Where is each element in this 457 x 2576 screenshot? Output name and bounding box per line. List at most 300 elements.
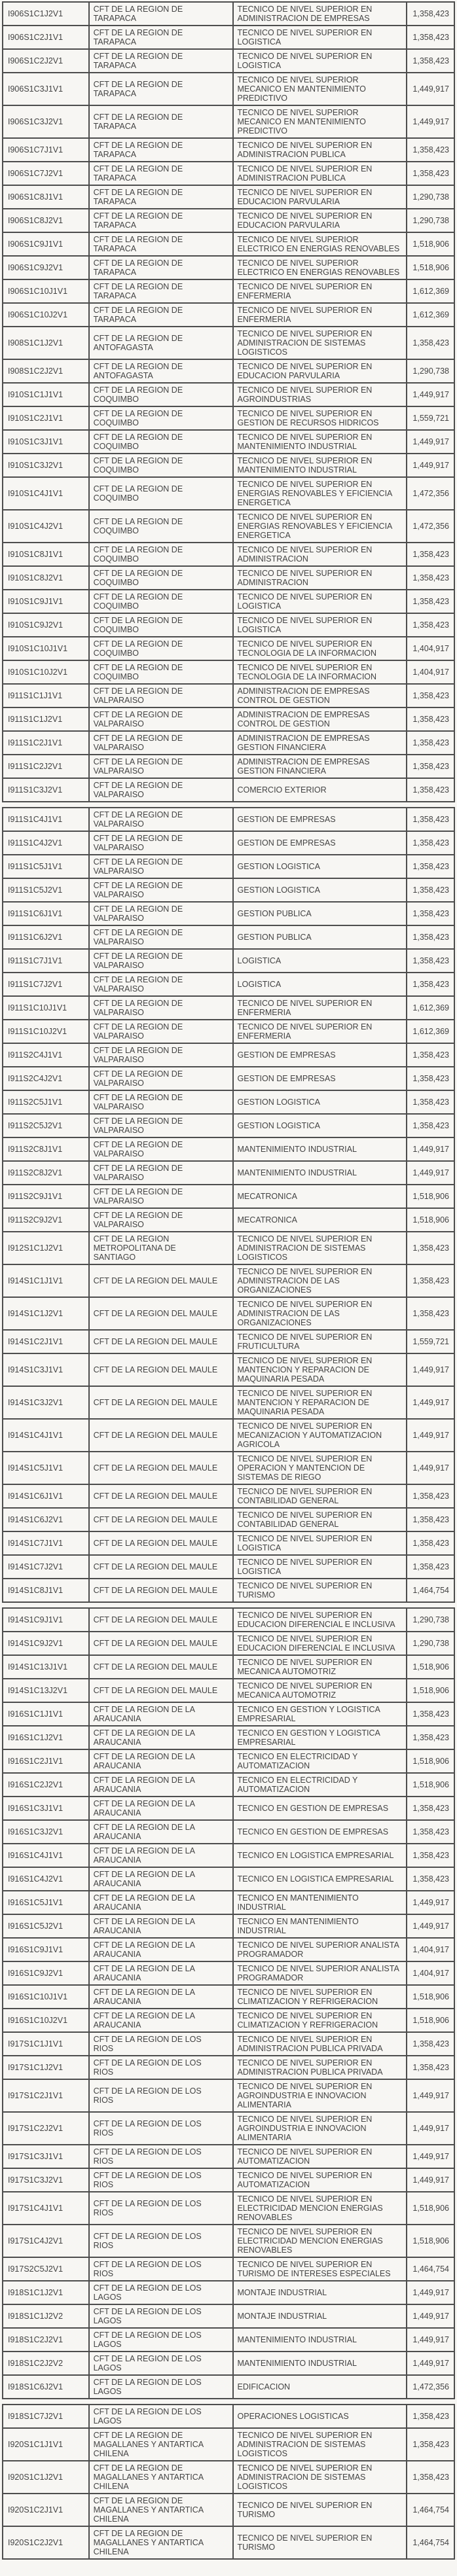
institution-cell: CFT DE LA REGION DE VALPARAISO	[89, 855, 233, 878]
program-code-cell: I916S1C10J2V1	[3, 2009, 89, 2032]
program-code-cell: I917S1C1J1V1	[3, 2032, 89, 2056]
table-row	[3, 1820, 454, 1844]
institution-cell: CFT DE LA REGION DE LOS LAGOS	[89, 2304, 233, 2328]
tariff-amount-cell: 1,358,423	[407, 49, 454, 73]
institution-cell: CFT DE LA REGION DE LOS RIOS	[89, 2112, 233, 2145]
program-name-cell: TECNICO DE NIVEL SUPERIOR EN LOGISTICA	[233, 590, 407, 613]
program-name-cell: TECNICO DE NIVEL SUPERIOR EN MANTENIMIENTO INDUSTRIAL	[233, 454, 407, 477]
program-name-cell: EDIFICACION	[233, 2375, 407, 2399]
table-row	[3, 1508, 454, 1531]
table-row	[3, 2112, 454, 2145]
table-row	[3, 949, 454, 973]
tariff-amount-cell: 1,449,917	[407, 2145, 454, 2168]
institution-cell: CFT DE LA REGION DEL MAULE	[89, 1655, 233, 1679]
tariff-amount-cell: 1,612,369	[407, 279, 454, 303]
table-row	[3, 1043, 454, 1067]
program-name-cell: TECNICO DE NIVEL SUPERIOR EN CLIMATIZACION Y REFRIGERACION	[233, 1985, 407, 2009]
institution-cell: CFT DE LA REGION DE LA ARAUCANIA	[89, 1867, 233, 1891]
institution-cell: CFT DE LA REGION DE LA ARAUCANIA	[89, 1726, 233, 1749]
institution-cell: CFT DE LA REGION DE COQUIMBO	[89, 566, 233, 590]
table-row	[3, 684, 454, 707]
program-code-cell: I920S1C1J2V1	[3, 2461, 89, 2494]
tariff-amount-cell: 1,612,369	[407, 1020, 454, 1043]
program-name-cell: MANTENIMIENTO INDUSTRIAL	[233, 1137, 407, 1161]
tariff-amount-cell: 1,449,917	[407, 1161, 454, 1185]
program-name-cell: TECNICO DE NIVEL SUPERIOR EN ADMINISTRACION DE EMPRESAS	[233, 2, 407, 26]
program-name-cell: TECNICO DE NIVEL SUPERIOR EN TECNOLOGIA DE LA INFORMACION	[233, 637, 407, 660]
program-name-cell: TECNICO DE NIVEL SUPERIOR EN CLIMATIZACION Y REFRIGERACION	[233, 2009, 407, 2032]
table-row	[3, 855, 454, 878]
program-code-cell: I911S2C9J2V1	[3, 1208, 89, 1232]
program-name-cell: MANTENIMIENTO INDUSTRIAL	[233, 2328, 407, 2352]
tariff-amount-cell: 1,518,906	[407, 2009, 454, 2032]
tariff-amount-cell: 1,464,754	[407, 2257, 454, 2281]
tariff-table-page-section-3	[2, 1607, 455, 2399]
program-code-cell: I910S1C9J2V1	[3, 613, 89, 637]
program-code-cell: I911S1C7J1V1	[3, 949, 89, 973]
table-row	[3, 73, 454, 105]
tariff-amount-cell: 1,358,423	[407, 613, 454, 637]
tariff-amount-cell: 1,358,423	[407, 26, 454, 49]
program-code-cell: I911S1C3J2V1	[3, 778, 89, 802]
institution-cell: CFT DE LA REGION DE TARAPACA	[89, 303, 233, 327]
table-row	[3, 1555, 454, 1579]
tariff-amount-cell: 1,290,738	[407, 1608, 454, 1632]
program-name-cell: TECNICO DE NIVEL SUPERIOR EN LOGISTICA	[233, 613, 407, 637]
tariff-amount-cell: 1,518,906	[407, 256, 454, 279]
program-code-cell: I911S1C10J2V1	[3, 1020, 89, 1043]
program-name-cell: GESTION LOGISTICA	[233, 1090, 407, 1114]
program-code-cell: I918S1C1J2V2	[3, 2304, 89, 2328]
institution-cell: CFT DE LA REGION DEL MAULE	[89, 1484, 233, 1508]
institution-cell: CFT DE LA REGION DE COQUIMBO	[89, 590, 233, 613]
institution-cell: CFT DE LA REGION DE LOS RIOS	[89, 2225, 233, 2257]
institution-cell: CFT DE LA REGION DE TARAPACA	[89, 73, 233, 105]
table-row	[3, 2056, 454, 2079]
program-name-cell: TECNICO DE NIVEL SUPERIOR EN MECANICA AUTOMOTRIZ	[233, 1679, 407, 1702]
table-row	[3, 2145, 454, 2168]
table-row	[3, 973, 454, 996]
program-name-cell: MANTENIMIENTO INDUSTRIAL	[233, 2352, 407, 2375]
tariff-amount-cell: 1,518,906	[407, 1749, 454, 1773]
program-code-cell: I906S1C10J1V1	[3, 279, 89, 303]
institution-cell: CFT DE LA REGION DE LA ARAUCANIA	[89, 1985, 233, 2009]
institution-cell: CFT DE LA REGION DEL MAULE	[89, 1419, 233, 1452]
program-code-cell: I906S1C10J2V1	[3, 303, 89, 327]
program-name-cell: TECNICO DE NIVEL SUPERIOR EN TURISMO	[233, 1579, 407, 1602]
institution-cell: CFT DE LA REGION DE MAGALLANES Y ANTARTICA CHILENA	[89, 2461, 233, 2494]
institution-cell: CFT DE LA REGION DE VALPARAISO	[89, 1090, 233, 1114]
program-code-cell: I912S1C1J2V1	[3, 1232, 89, 1264]
program-code-cell: I917S1C1J2V1	[3, 2056, 89, 2079]
table-row	[3, 1020, 454, 1043]
tariff-amount-cell: 1,358,423	[407, 1297, 454, 1330]
tariff-amount-cell: 1,518,906	[407, 1185, 454, 1208]
table-row	[3, 808, 454, 831]
tariff-amount-cell: 1,449,917	[407, 454, 454, 477]
tariff-amount-cell: 1,358,423	[407, 1232, 454, 1264]
institution-cell: CFT DE LA REGION DE VALPARAISO	[89, 1043, 233, 1067]
program-code-cell: I916S1C1J2V1	[3, 1726, 89, 1749]
institution-cell: CFT DE LA REGION DEL MAULE	[89, 1386, 233, 1419]
table-row	[3, 454, 454, 477]
institution-cell: CFT DE LA REGION DE TARAPACA	[89, 162, 233, 185]
tariff-amount-cell: 1,358,423	[407, 1484, 454, 1508]
table-row	[3, 2375, 454, 2399]
program-code-cell: I910S1C3J1V1	[3, 430, 89, 454]
program-code-cell: I916S1C3J1V1	[3, 1797, 89, 1820]
program-code-cell: I910S1C10J2V1	[3, 660, 89, 684]
program-code-cell: I911S1C10J1V1	[3, 996, 89, 1020]
institution-cell: CFT DE LA REGION DEL MAULE	[89, 1264, 233, 1297]
program-code-cell: I917S1C2J2V1	[3, 2112, 89, 2145]
table-row	[3, 1749, 454, 1773]
program-name-cell: LOGISTICA	[233, 949, 407, 973]
table-row	[3, 1232, 454, 1264]
program-code-cell: I911S1C6J1V1	[3, 902, 89, 925]
institution-cell: CFT DE LA REGION DE TARAPACA	[89, 232, 233, 256]
institution-cell: CFT DE LA REGION DE COQUIMBO	[89, 660, 233, 684]
tariff-amount-cell: 1,449,917	[407, 105, 454, 138]
program-name-cell: TECNICO DE NIVEL SUPERIOR EN MANTENCION Y REPARACION DE MAQUINARIA PESADA	[233, 1386, 407, 1419]
tariff-amount-cell: 1,358,423	[407, 1797, 454, 1820]
program-code-cell: I914S1C8J1V1	[3, 1579, 89, 1602]
table-row	[3, 660, 454, 684]
institution-cell: CFT DE LA REGION DE MAGALLANES Y ANTARTICA CHILENA	[89, 2428, 233, 2461]
institution-cell: CFT DE LA REGION DE LA ARAUCANIA	[89, 1961, 233, 1985]
tariff-amount-cell: 1,358,423	[407, 855, 454, 878]
program-name-cell: TECNICO DE NIVEL SUPERIOR EN GESTION DE RECURSOS HIDRICOS	[233, 406, 407, 430]
table-row	[3, 2328, 454, 2352]
table-row	[3, 590, 454, 613]
tariff-amount-cell: 1,358,423	[407, 731, 454, 755]
program-code-cell: I911S1C5J2V1	[3, 878, 89, 902]
table-row	[3, 2461, 454, 2494]
program-name-cell: TECNICO DE NIVEL SUPERIOR EN ADMINISTRACION DE SISTEMAS LOGISTICOS	[233, 1232, 407, 1264]
institution-cell: CFT DE LA REGION DE LOS RIOS	[89, 2192, 233, 2225]
tariff-amount-cell: 1,449,917	[407, 73, 454, 105]
program-name-cell: TECNICO DE NIVEL SUPERIOR EN LOGISTICA	[233, 1531, 407, 1555]
table-row	[3, 637, 454, 660]
program-code-cell: I917S1C4J2V1	[3, 2225, 89, 2257]
program-code-cell: I911S1C6J2V1	[3, 925, 89, 949]
institution-cell: CFT DE LA REGION DE COQUIMBO	[89, 477, 233, 510]
tariff-amount-cell: 1,290,738	[407, 359, 454, 383]
institution-cell: CFT DE LA REGION DE COQUIMBO	[89, 454, 233, 477]
program-name-cell: TECNICO DE NIVEL SUPERIOR EN FRUTICULTURA	[233, 1330, 407, 1353]
tariff-amount-cell: 1,404,917	[407, 637, 454, 660]
institution-cell: CFT DE LA REGION DEL MAULE	[89, 1531, 233, 1555]
program-name-cell: TECNICO EN LOGISTICA EMPRESARIAL	[233, 1867, 407, 1891]
program-name-cell: TECNICO DE NIVEL SUPERIOR EN CONTABILIDAD GENERAL	[233, 1484, 407, 1508]
table-row	[3, 256, 454, 279]
tariff-amount-cell: 1,449,917	[407, 2304, 454, 2328]
program-name-cell: TECNICO DE NIVEL SUPERIOR EN AUTOMATIZACION	[233, 2145, 407, 2168]
program-code-cell: I910S1C8J2V1	[3, 566, 89, 590]
tariff-amount-cell: 1,449,917	[407, 2352, 454, 2375]
program-code-cell: I920S1C2J1V1	[3, 2494, 89, 2526]
table-row	[3, 2, 454, 26]
table-row	[3, 1773, 454, 1797]
program-code-cell: I911S2C4J1V1	[3, 1043, 89, 1067]
program-name-cell: TECNICO DE NIVEL SUPERIOR EN ELECTRICIDAD MENCION ENERGIAS RENOVABLES	[233, 2225, 407, 2257]
table-row	[3, 707, 454, 731]
table-row	[3, 2526, 454, 2559]
program-code-cell: I914S1C3J2V1	[3, 1386, 89, 1419]
tariff-amount-cell: 1,358,423	[407, 1844, 454, 1867]
table-row	[3, 1484, 454, 1508]
program-code-cell: I914S1C2J1V1	[3, 1330, 89, 1353]
table-row	[3, 406, 454, 430]
program-code-cell: I908S1C1J2V1	[3, 327, 89, 359]
institution-cell: CFT DE LA REGION DE LOS LAGOS	[89, 2328, 233, 2352]
institution-cell: CFT DE LA REGION DE LA ARAUCANIA	[89, 1820, 233, 1844]
program-name-cell: TECNICO DE NIVEL SUPERIOR EN EDUCACION DIFERENCIAL E INCLUSIVA	[233, 1632, 407, 1655]
table-row	[3, 1090, 454, 1114]
table-row	[3, 1914, 454, 1938]
program-name-cell: TECNICO DE NIVEL SUPERIOR EN ADMINISTRACION DE SISTEMAS LOGISTICOS	[233, 2428, 407, 2461]
program-name-cell: MONTAJE INDUSTRIAL	[233, 2304, 407, 2328]
table-row	[3, 731, 454, 755]
program-code-cell: I914S1C13J1V1	[3, 1655, 89, 1679]
institution-cell: CFT DE LA REGION DE TARAPACA	[89, 49, 233, 73]
table-row	[3, 1114, 454, 1137]
program-code-cell: I910S1C1J1V1	[3, 383, 89, 406]
program-code-cell: I916S1C5J2V1	[3, 1914, 89, 1938]
table-row	[3, 1702, 454, 1726]
tariff-amount-cell: 1,358,423	[407, 2428, 454, 2461]
program-code-cell: I914S1C4J1V1	[3, 1419, 89, 1452]
table-row	[3, 2079, 454, 2112]
tariff-amount-cell: 1,449,917	[407, 2168, 454, 2192]
program-name-cell: TECNICO DE NIVEL SUPERIOR EN ENFERMERIA	[233, 1020, 407, 1043]
program-name-cell: TECNICO DE NIVEL SUPERIOR EN ELECTRICIDAD MENCION ENERGIAS RENOVABLES	[233, 2192, 407, 2225]
program-code-cell: I916S1C3J2V1	[3, 1820, 89, 1844]
table-row	[3, 279, 454, 303]
program-code-cell: I906S1C1J2V1	[3, 2, 89, 26]
program-name-cell: TECNICO DE NIVEL SUPERIOR ANALISTA PROGRAMADOR	[233, 1938, 407, 1961]
tariff-amount-cell: 1,358,423	[407, 1264, 454, 1297]
program-name-cell: GESTION LOGISTICA	[233, 855, 407, 878]
tariff-amount-cell: 1,449,917	[407, 383, 454, 406]
program-name-cell: TECNICO EN GESTION Y LOGISTICA EMPRESARIAL	[233, 1702, 407, 1726]
tariff-amount-cell: 1,518,906	[407, 232, 454, 256]
tariff-amount-cell: 1,358,423	[407, 684, 454, 707]
tariff-amount-cell: 1,358,423	[407, 2, 454, 26]
tariff-amount-cell: 1,358,423	[407, 2056, 454, 2079]
institution-cell: CFT DE LA REGION DE VALPARAISO	[89, 1020, 233, 1043]
institution-cell: CFT DE LA REGION DE VALPARAISO	[89, 731, 233, 755]
program-code-cell: I918S1C2J2V1	[3, 2328, 89, 2352]
institution-cell: CFT DE LA REGION DE COQUIMBO	[89, 510, 233, 543]
program-code-cell: I914S1C1J2V1	[3, 1297, 89, 1330]
table-row	[3, 1726, 454, 1749]
program-name-cell: LOGISTICA	[233, 973, 407, 996]
table-row	[3, 2225, 454, 2257]
tariff-amount-cell: 1,464,754	[407, 2526, 454, 2559]
institution-cell: CFT DE LA REGION DEL MAULE	[89, 1452, 233, 1484]
institution-cell: CFT DE LA REGION DE VALPARAISO	[89, 831, 233, 855]
tariff-amount-cell: 1,612,369	[407, 996, 454, 1020]
tariff-amount-cell: 1,449,917	[407, 2328, 454, 2352]
table-row	[3, 1632, 454, 1655]
institution-cell: CFT DE LA REGION DE VALPARAISO	[89, 1137, 233, 1161]
institution-cell: CFT DE LA REGION DE VALPARAISO	[89, 996, 233, 1020]
table-row	[3, 755, 454, 778]
program-code-cell: I914S1C9J2V1	[3, 1632, 89, 1655]
program-name-cell: TECNICO EN GESTION Y LOGISTICA EMPRESARIAL	[233, 1726, 407, 1749]
table-row	[3, 2352, 454, 2375]
tariff-amount-cell: 1,449,917	[407, 1891, 454, 1914]
program-name-cell: TECNICO DE NIVEL SUPERIOR EN ADMINISTRACION DE LAS ORGANIZACIONES	[233, 1264, 407, 1297]
program-code-cell: I910S1C2J1V1	[3, 406, 89, 430]
tariff-amount-cell: 1,358,423	[407, 566, 454, 590]
institution-cell: CFT DE LA REGION DE VALPARAISO	[89, 1067, 233, 1090]
institution-cell: CFT DE LA REGION DE COQUIMBO	[89, 613, 233, 637]
institution-cell: CFT DE LA REGION DE LA ARAUCANIA	[89, 1938, 233, 1961]
table-row	[3, 1386, 454, 1419]
institution-cell: CFT DE LA REGION DE VALPARAISO	[89, 1185, 233, 1208]
tariff-amount-cell: 1,290,738	[407, 1632, 454, 1655]
institution-cell: CFT DE LA REGION DE VALPARAISO	[89, 684, 233, 707]
institution-cell: CFT DE LA REGION DE LA ARAUCANIA	[89, 1891, 233, 1914]
tariff-amount-cell: 1,518,906	[407, 1208, 454, 1232]
program-name-cell: MECATRONICA	[233, 1208, 407, 1232]
institution-cell: CFT DE LA REGION DEL MAULE	[89, 1353, 233, 1386]
table-row	[3, 1353, 454, 1386]
institution-cell: CFT DE LA REGION DE TARAPACA	[89, 185, 233, 209]
program-name-cell: GESTION PUBLICA	[233, 902, 407, 925]
institution-cell: CFT DE LA REGION DE LOS RIOS	[89, 2168, 233, 2192]
table-row	[3, 105, 454, 138]
institution-cell: CFT DE LA REGION DE COQUIMBO	[89, 430, 233, 454]
program-code-cell: I916S1C4J2V1	[3, 1867, 89, 1891]
program-name-cell: TECNICO DE NIVEL SUPERIOR EN LOGISTICA	[233, 26, 407, 49]
institution-cell: CFT DE LA REGION DEL MAULE	[89, 1508, 233, 1531]
table-row	[3, 1579, 454, 1602]
program-code-cell: I911S2C8J1V1	[3, 1137, 89, 1161]
table-row	[3, 359, 454, 383]
program-name-cell: OPERACIONES LOGISTICAS	[233, 2405, 407, 2428]
program-name-cell: TECNICO DE NIVEL SUPERIOR ELECTRICO EN ENERGIAS RENOVABLES	[233, 256, 407, 279]
tariff-amount-cell: 1,358,423	[407, 2032, 454, 2056]
program-name-cell: TECNICO DE NIVEL SUPERIOR EN LOGISTICA	[233, 1555, 407, 1579]
tariff-amount-cell: 1,358,423	[407, 543, 454, 566]
institution-cell: CFT DE LA REGION DE MAGALLANES Y ANTARTICA CHILENA	[89, 2494, 233, 2526]
program-code-cell: I906S1C3J1V1	[3, 73, 89, 105]
institution-cell: CFT DE LA REGION DEL MAULE	[89, 1555, 233, 1579]
program-code-cell: I910S1C4J1V1	[3, 477, 89, 510]
program-name-cell: TECNICO DE NIVEL SUPERIOR EN AGROINDUSTRIA E INNOVACION ALIMENTARIA	[233, 2079, 407, 2112]
program-name-cell: TECNICO DE NIVEL SUPERIOR EN MANTENIMIENTO INDUSTRIAL	[233, 430, 407, 454]
table-row	[3, 138, 454, 162]
institution-cell: CFT DE LA REGION DE LOS RIOS	[89, 2257, 233, 2281]
program-code-cell: I906S1C2J2V1	[3, 49, 89, 73]
tariff-amount-cell: 1,518,906	[407, 1679, 454, 1702]
program-code-cell: I911S1C1J2V1	[3, 707, 89, 731]
tariff-amount-cell: 1,472,356	[407, 510, 454, 543]
program-code-cell: I916S1C2J2V1	[3, 1773, 89, 1797]
table-row	[3, 232, 454, 256]
tariff-amount-cell: 1,358,423	[407, 755, 454, 778]
tariff-amount-cell: 1,358,423	[407, 162, 454, 185]
program-name-cell: TECNICO DE NIVEL SUPERIOR MECANICO EN MANTENIMIENTO PREDICTIVO	[233, 73, 407, 105]
tariff-amount-cell: 1,449,917	[407, 1353, 454, 1386]
tariff-table-page-section-2	[2, 807, 455, 1603]
table-row	[3, 1419, 454, 1452]
program-name-cell: TECNICO DE NIVEL SUPERIOR EN ADMINISTRACION DE SISTEMAS LOGISTICOS	[233, 2461, 407, 2494]
tariff-amount-cell: 1,559,721	[407, 406, 454, 430]
program-name-cell: TECNICO EN ELECTRICIDAD Y AUTOMATIZACION	[233, 1749, 407, 1773]
table-row	[3, 2405, 454, 2428]
program-code-cell: I916S1C1J1V1	[3, 1702, 89, 1726]
tariff-amount-cell: 1,449,917	[407, 1419, 454, 1452]
program-name-cell: TECNICO DE NIVEL SUPERIOR EN EDUCACION PARVULARIA	[233, 185, 407, 209]
program-name-cell: TECNICO DE NIVEL SUPERIOR EN ADMINISTRACION PUBLICA PRIVADA	[233, 2032, 407, 2056]
program-name-cell: TECNICO DE NIVEL SUPERIOR EN ENFERMERIA	[233, 996, 407, 1020]
table-row	[3, 49, 454, 73]
institution-cell: CFT DE LA REGION DE VALPARAISO	[89, 878, 233, 902]
table-row	[3, 162, 454, 185]
program-name-cell: GESTION LOGISTICA	[233, 878, 407, 902]
table-row	[3, 925, 454, 949]
program-code-cell: I906S1C9J2V1	[3, 256, 89, 279]
table-row	[3, 2192, 454, 2225]
program-code-cell: I910S1C10J1V1	[3, 637, 89, 660]
table-row	[3, 1264, 454, 1297]
table-row	[3, 1330, 454, 1353]
institution-cell: CFT DE LA REGION DE VALPARAISO	[89, 902, 233, 925]
institution-cell: CFT DE LA REGION DE TARAPACA	[89, 105, 233, 138]
program-name-cell: TECNICO DE NIVEL SUPERIOR EN ENERGIAS RENOVABLES Y EFICIENCIA ENERGETICA	[233, 477, 407, 510]
table-row	[3, 1938, 454, 1961]
table-row	[3, 2009, 454, 2032]
program-code-cell: I914S1C1J1V1	[3, 1264, 89, 1297]
institution-cell: CFT DE LA REGION DE LOS LAGOS	[89, 2405, 233, 2428]
program-name-cell: TECNICO DE NIVEL SUPERIOR EN ENFERMERIA	[233, 279, 407, 303]
tariff-amount-cell: 1,358,423	[407, 778, 454, 802]
program-code-cell: I917S1C4J1V1	[3, 2192, 89, 2225]
tariff-amount-cell: 1,358,423	[407, 1867, 454, 1891]
program-name-cell: GESTION PUBLICA	[233, 925, 407, 949]
tariff-amount-cell: 1,472,356	[407, 2375, 454, 2399]
tariff-amount-cell: 1,290,738	[407, 185, 454, 209]
program-name-cell: TECNICO DE NIVEL SUPERIOR EN TURISMO DE INTERESES ESPECIALES	[233, 2257, 407, 2281]
tariff-amount-cell: 1,518,906	[407, 1985, 454, 2009]
program-code-cell: I920S1C2J2V1	[3, 2526, 89, 2559]
tariff-amount-cell: 1,449,917	[407, 2079, 454, 2112]
program-code-cell: I914S1C13J2V1	[3, 1679, 89, 1702]
institution-cell: CFT DE LA REGION DE COQUIMBO	[89, 637, 233, 660]
program-code-cell: I911S2C8J2V1	[3, 1161, 89, 1185]
table-row	[3, 477, 454, 510]
program-code-cell: I916S1C5J1V1	[3, 1891, 89, 1914]
institution-cell: CFT DE LA REGION DE VALPARAISO	[89, 778, 233, 802]
program-name-cell: TECNICO DE NIVEL SUPERIOR EN MECANIZACION Y AUTOMATIZACION AGRICOLA	[233, 1419, 407, 1452]
program-code-cell: I918S1C1J2V1	[3, 2281, 89, 2304]
table-row	[3, 566, 454, 590]
program-code-cell: I914S1C7J1V1	[3, 1531, 89, 1555]
program-name-cell: TECNICO DE NIVEL SUPERIOR EN MECANICA AUTOMOTRIZ	[233, 1655, 407, 1679]
program-name-cell: TECNICO DE NIVEL SUPERIOR EN OPERACION Y MANTENCION DE SISTEMAS DE RIEGO	[233, 1452, 407, 1484]
tariff-amount-cell: 1,358,423	[407, 973, 454, 996]
table-row	[3, 543, 454, 566]
program-code-cell: I908S1C2J2V1	[3, 359, 89, 383]
program-code-cell: I910S1C9J1V1	[3, 590, 89, 613]
institution-cell: CFT DE LA REGION DEL MAULE	[89, 1679, 233, 1702]
program-code-cell: I916S1C2J1V1	[3, 1749, 89, 1773]
institution-cell: CFT DE LA REGION METROPOLITANA DE SANTIAGO	[89, 1232, 233, 1264]
